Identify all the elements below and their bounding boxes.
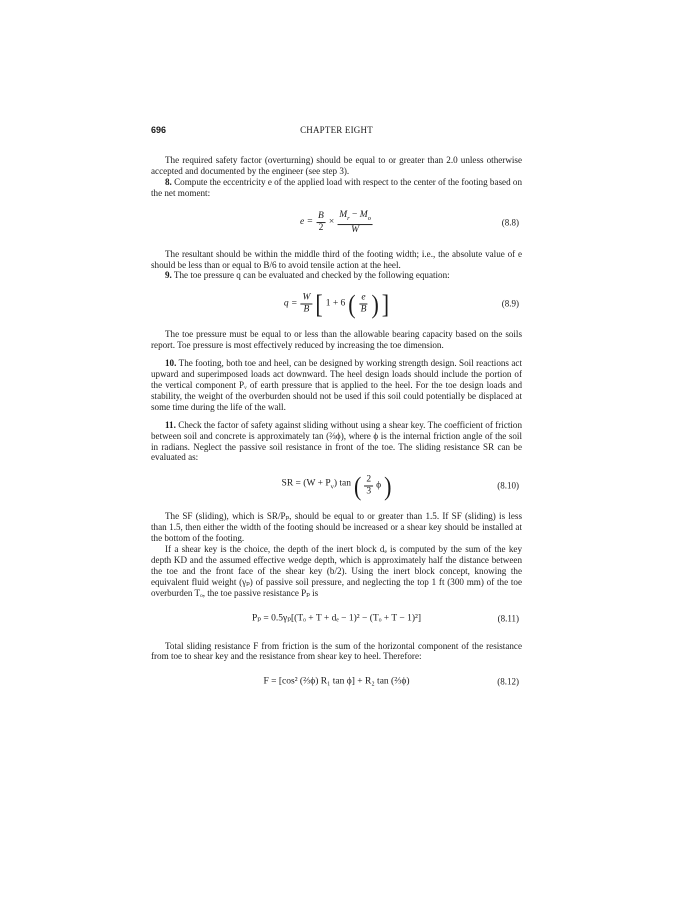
- fraction-w-over-b: [300, 293, 312, 316]
- step-number: 9.: [165, 270, 172, 281]
- step-number: 8.: [165, 176, 172, 187]
- equation-8-10: [151, 469, 522, 503]
- step-number: 10.: [165, 358, 177, 369]
- equation-body: [300, 210, 373, 236]
- numerator: e: [361, 292, 366, 303]
- fraction-moment-over-w: [337, 210, 373, 236]
- paragraph: The SF (sliding), which is SR/Pₚ, should be equal to or greater than 1.5. If SF (sliding) is less than 1.5, then either the width of the footing should be increased or a shear key should be installed at the bottom of the footing.: [151, 511, 522, 544]
- step-text: Check the factor of safety against sliding without using a shear key. The coefficient of friction between soil and concrete is approximately tan (⅔ϕ), where ϕ is the internal friction angle of the soil in radians. Neglect the passive soil resistance in front of the toe. The sliding resistance SR can be evaluated as:: [151, 419, 522, 463]
- left-paren: (: [348, 288, 356, 319]
- chapter-title: CHAPTER EIGHT: [300, 125, 373, 135]
- left-paren: (: [354, 470, 362, 501]
- denominator: W: [351, 224, 360, 235]
- step-text: The footing, both toe and heel, can be designed by working strength design. Soil reactions act upward and superimposed loads act downward. The heel design loads should include the portion of the vertical component Pᵥ of earth pressure that is applied to the heel. For the toe design loads and stability, the weight of the overburden should not be used if this soil could potentially be displaced at some time during the life of the wall.: [151, 358, 522, 412]
- paragraph: The toe pressure must be equal to or less than the allowable bearing capacity based on the soils report. Toe pressure is most effectively reduced by increasing the toe dimension.: [151, 329, 522, 351]
- fraction-two-thirds: [364, 475, 373, 498]
- step-11-paragraph: [151, 420, 522, 464]
- one-plus-six: 1 + 6: [325, 298, 346, 309]
- equation-number: (8.12): [497, 676, 519, 687]
- equation-body: [281, 470, 392, 501]
- right-paren: ): [384, 470, 392, 501]
- equation-8-9: [151, 287, 522, 321]
- paragraph: The resultant should be within the middle third of the footing width; i.e., the absolute value of e should be less than or equal to B/6 to avoid tensile action at the heel.: [151, 248, 522, 270]
- equation-number: (8.8): [501, 217, 519, 228]
- left-bracket: [: [315, 288, 323, 319]
- equation-number: (8.10): [497, 480, 519, 491]
- paragraph: If a shear key is the choice, the depth of the inert block dₑ is computed by the sum of the key depth KD and the assumed effective wedge depth, which is approximately half the distance between the toe and the front face of the shear key (b/2). Using the inert block concept, knowing the equivalent fluid weight (γₚ) of passive soil pressure, and neglecting the top 1 ft (300 mm) of the toe overburden Tₒ, the toe passive resistance Pₚ is: [151, 544, 522, 598]
- eq-lhs: e =: [300, 217, 314, 228]
- numerator: 2: [366, 474, 372, 485]
- denominator: 3: [366, 486, 372, 497]
- equation-8-11: [151, 609, 522, 629]
- paragraph: The required safety factor (overturning) should be equal to or greater than 2.0 unless otherwise accepted and documented by the engineer (see step 3).: [151, 155, 522, 176]
- step-number: 11.: [165, 419, 176, 430]
- equation-body: F = [cos² (⅔ϕ) R₁ tan ϕ] + R₂ tan (⅔ϕ): [263, 676, 410, 687]
- equation-8-12: [151, 672, 522, 692]
- page-number: 696: [151, 125, 167, 135]
- fraction-e-over-b: [359, 293, 369, 316]
- equation-body: [283, 288, 390, 319]
- page-body: [151, 155, 522, 704]
- eq-lhs: q =: [283, 298, 298, 309]
- numerator: $M_r - M_o$: [337, 210, 373, 225]
- step-text: The toe pressure q can be evaluated and checked by the following equation:: [171, 270, 450, 281]
- right-paren: ): [371, 288, 379, 319]
- running-header: [151, 125, 522, 139]
- times-sign: ×: [328, 217, 335, 228]
- denominator: B: [360, 304, 367, 315]
- step-10-paragraph: [151, 358, 522, 413]
- paragraph: Total sliding resistance F from friction is the sum of the horizontal component of the resistance from toe to shear key and the resistance from shear key to heel. Therefore:: [151, 640, 522, 662]
- fraction-b-over-2: [316, 211, 326, 234]
- denominator: 2: [318, 223, 324, 234]
- equation-number: (8.11): [497, 613, 519, 624]
- equation-body: Pₚ = 0.5γₚ[(Tₒ + T + dₑ − 1)² − (Tₒ + T − 1)²]: [251, 613, 422, 624]
- numerator: B: [318, 211, 324, 222]
- step-text: Compute the eccentricity e of the applied load with respect to the center of the footing based on the net moment:: [151, 176, 522, 198]
- eq-lhs: SR = $(W + P_v)$ tan: [281, 478, 352, 491]
- phi-symbol: ϕ: [376, 480, 382, 491]
- step-9-paragraph: [151, 270, 522, 281]
- step-8-paragraph: [151, 177, 522, 199]
- equation-number: (8.9): [501, 298, 519, 309]
- equation-8-8: [151, 205, 522, 241]
- denominator: B: [303, 304, 310, 315]
- right-bracket: ]: [381, 288, 390, 319]
- numerator: W: [302, 292, 311, 303]
